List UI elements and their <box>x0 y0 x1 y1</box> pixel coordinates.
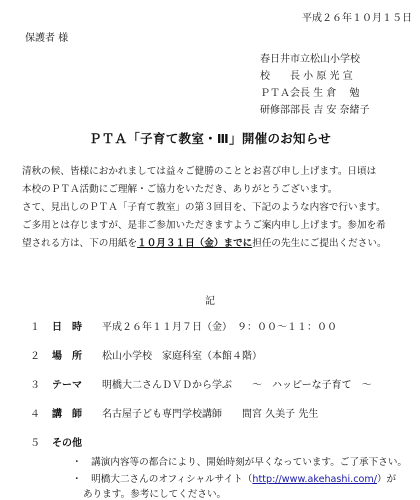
official-site-link[interactable]: http://www.akehashi.com/ <box>252 474 377 485</box>
ki-heading: 記 <box>205 296 215 307</box>
issue-date: 平成２６年１０月１５日 <box>302 13 412 24</box>
note-start-time: ・ 講演内容等の都合により、開始時刻が早くなっています。ご了承下さい。 <box>72 457 408 468</box>
item-value: 名古屋子ども専門学校講師 間宮 久美子 先生 <box>102 409 319 420</box>
note-official-site <box>72 475 396 485</box>
item-datetime <box>30 323 337 333</box>
item-number: １ <box>30 322 40 333</box>
note-text: ）が <box>376 474 397 485</box>
item-label: 講 師 <box>52 409 82 420</box>
item-label: 場 所 <box>52 351 82 362</box>
body-text: 望される方は、下の用紙を <box>22 238 138 249</box>
body-text: 担任の先生にご提出ください。 <box>252 238 387 249</box>
notice-body <box>22 167 414 257</box>
recipient: 保護者 様 <box>25 33 69 44</box>
item-label: その他 <box>52 438 82 449</box>
principal: 校 長 小 原 光 宣 <box>260 71 353 82</box>
item-lecturer <box>30 410 318 420</box>
item-number: ５ <box>30 438 40 449</box>
body-line: 清秋の候、皆様におかれましては益々ご健勝のこととお喜び申し上げます。日頃は <box>22 166 377 177</box>
body-line <box>22 239 414 257</box>
pta-president: ＰＴＡ会長 生 倉 勉 <box>260 88 360 99</box>
note-reference: あります。参考にしてください。 <box>83 489 227 500</box>
item-other <box>30 439 102 449</box>
body-line: ご多用とは存じますが、是非ご参加いただきますようご案内申し上げます。参加を希 <box>22 220 386 231</box>
item-number: ４ <box>30 409 40 420</box>
body-line: 本校のＰＴＡ活動にご理解・ご協力をいただき、ありがとうございます。 <box>22 184 338 195</box>
school-name: 春日井市立松山小学校 <box>260 54 360 65</box>
notice-title: ＰＴＡ「子育て教室・Ⅲ」開催のお知らせ <box>88 131 332 146</box>
item-number: ２ <box>30 351 40 362</box>
item-number: ３ <box>30 380 40 391</box>
note-text: ・ 明橋大二さんのオフィシャルサイト（ <box>72 474 253 485</box>
item-value: 松山小学校 家庭科室（本館４階） <box>102 351 262 362</box>
item-label: 日 時 <box>52 322 82 333</box>
body-line: さて、見出しのＰＴＡ「子育て教室」の第３回目を、下記のような内容で行います。 <box>22 202 386 213</box>
item-theme <box>30 381 372 391</box>
item-value: 明橋大二さんＤＶＤから学ぶ ～ ハッピーな子育て ～ <box>102 380 372 391</box>
item-value: 平成２６年１１月７日（金） ９：００～１１：００ <box>102 322 337 333</box>
training-head: 研修部部長 吉 安 奈緒子 <box>260 105 370 116</box>
sender-block <box>260 55 370 123</box>
deadline: １０月３１日（金）までに <box>137 238 253 249</box>
item-place <box>30 352 262 362</box>
item-label: テーマ <box>52 380 82 391</box>
